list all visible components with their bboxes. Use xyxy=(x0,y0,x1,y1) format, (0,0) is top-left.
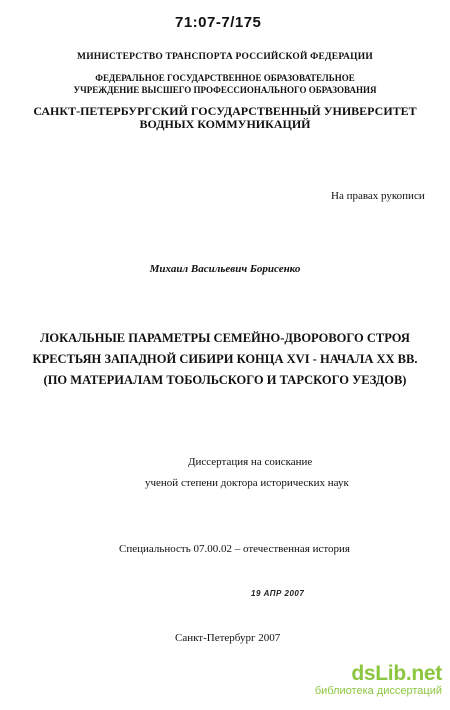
ministry-line: МИНИСТЕРСТВО ТРАНСПОРТА РОССИЙСКОЙ ФЕДЕРАЦИИ xyxy=(77,52,373,62)
catalog-stamp-code: 71:07-7/175 xyxy=(175,14,262,31)
dissertation-title-line-2: КРЕСТЬЯН ЗАПАДНОЙ СИБИРИ КОНЦА XVI - НАЧАЛА XX ВВ. xyxy=(32,352,418,366)
dissertation-title-line-1: ЛОКАЛЬНЫЕ ПАРАМЕТРЫ СЕМЕЙНО-ДВОРОВОГО СТРОЯ xyxy=(40,331,410,345)
dslib-logo[interactable] xyxy=(315,662,442,686)
author-name: Михаил Васильевич Борисенко xyxy=(149,263,301,275)
dissertation-title-line-3: (ПО МАТЕРИАЛАМ ТОБОЛЬСКОГО И ТАРСКОГО УЕЗДОВ) xyxy=(43,373,407,387)
manuscript-rights-note: На правах рукописи xyxy=(331,190,425,202)
specialty-line: Специальность 07.00.02 – отечественная история xyxy=(119,543,350,555)
dslib-subtitle: библиотека диссертаций xyxy=(314,685,442,697)
dslib-logo-main: dsLib xyxy=(351,662,406,685)
federal-institution-line-1: ФЕДЕРАЛЬНОЕ ГОСУДАРСТВЕННОЕ ОБРАЗОВАТЕЛЬНОЕ xyxy=(95,73,355,83)
dslib-watermark[interactable] xyxy=(315,662,442,697)
degree-statement-line-2: ученой степени доктора исторических наук xyxy=(145,477,349,489)
university-name-line-2: ВОДНЫХ КОММУНИКАЦИЙ xyxy=(139,117,311,131)
city-and-year: Санкт-Петербург 2007 xyxy=(175,632,281,644)
university-name-line-1: САНКТ-ПЕТЕРБУРГСКИЙ ГОСУДАРСТВЕННЫЙ УНИВЕРСИТЕТ xyxy=(33,104,417,118)
degree-statement-line-1: Диссертация на соискание xyxy=(188,456,313,468)
federal-institution-line-2: УЧРЕЖДЕНИЕ ВЫСШЕГО ПРОФЕССИОНАЛЬНОГО ОБРАЗОВАНИЯ xyxy=(73,85,377,95)
received-date-stamp: 19 АПР 2007 xyxy=(251,589,305,598)
dslib-logo-suffix: .net xyxy=(405,662,442,685)
